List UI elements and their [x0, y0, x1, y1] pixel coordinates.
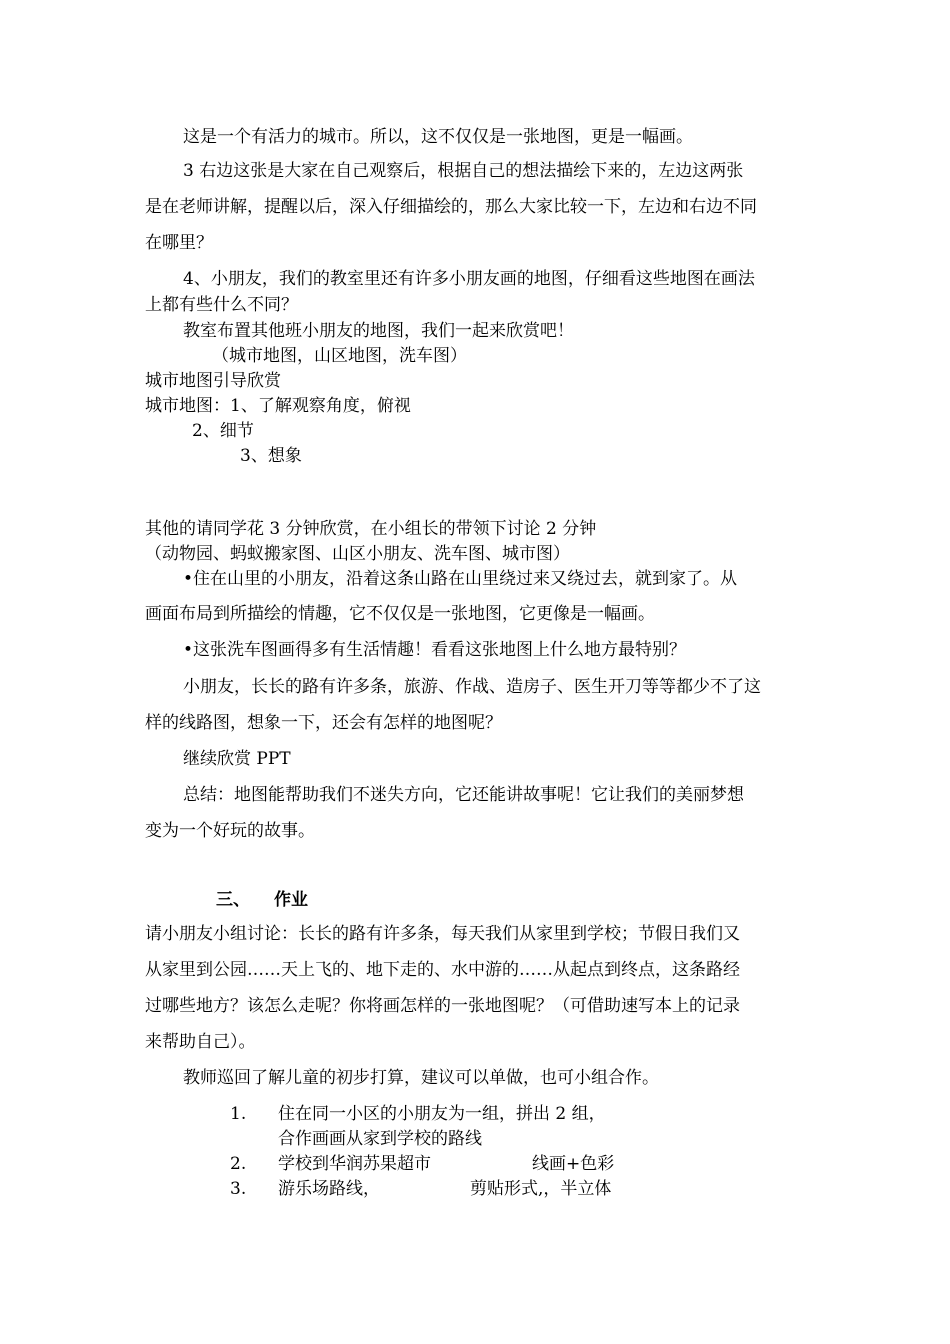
paragraph-line: 样的线路图，想象一下，还会有怎样的地图呢？: [145, 713, 502, 733]
bullet-line: •住在山里的小朋友，沿着这条山路在山里绕过来又绕过去，就到家了。从: [183, 569, 738, 589]
paragraph-line: 变为一个好玩的故事。: [145, 821, 315, 841]
paragraph-line: 上都有些什么不同？: [145, 295, 298, 315]
paragraph-line: 总结：地图能帮助我们不迷失方向，它还能讲故事呢！它让我们的美丽梦想: [183, 785, 744, 805]
list-item-text: 学校到华润苏果超市: [278, 1154, 431, 1174]
paragraph-line: 3 右边这张是大家在自己观察后，根据自己的想法描绘下来的，左边这两张: [183, 161, 744, 181]
paragraph-line: 过哪些地方？该怎么走呢？你将画怎样的一张地图呢？（可借助速写本上的记录: [145, 996, 740, 1016]
paragraph-line: 教师巡回了解儿童的初步打算，建议可以单做，也可小组合作。: [183, 1068, 659, 1088]
list-item-number: 3.: [230, 1179, 247, 1199]
paragraph-line: 4、小朋友，我们的教室里还有许多小朋友画的地图，仔细看这些地图在画法: [183, 269, 755, 289]
paragraph-line: 2、细节: [192, 421, 254, 441]
paragraph-line: 继续欣赏 PPT: [183, 749, 291, 769]
list-item-note: 线画+色彩: [532, 1154, 615, 1174]
paragraph-line: 教室布置其他班小朋友的地图，我们一起来欣赏吧！: [183, 321, 574, 341]
paragraph-line: （城市地图，山区地图，洗车图）: [212, 346, 467, 366]
paragraph-line: 城市地图引导欣赏: [145, 371, 281, 391]
paragraph-line: 画面布局到所描绘的情趣，它不仅仅是一张地图，它更像是一幅画。: [145, 604, 655, 624]
list-item-number: 1.: [230, 1104, 247, 1124]
list-item-text: 游乐场路线，: [278, 1179, 380, 1199]
paragraph-line: 3、想象: [240, 446, 302, 466]
paragraph-line: 在哪里？: [145, 233, 213, 253]
paragraph-line: 其他的请同学花 3 分钟欣赏，在小组长的带领下讨论 2 分钟: [145, 519, 597, 539]
paragraph-line: 是在老师讲解，提醒以后，深入仔细描绘的，那么大家比较一下，左边和右边不同: [145, 197, 757, 217]
paragraph-line: 小朋友，长长的路有许多条，旅游、作战、造房子、医生开刀等等都少不了这: [183, 677, 761, 697]
paragraph-line: 从家里到公园……天上飞的、地下走的、水中游的……从起点到终点，这条路经: [145, 960, 740, 980]
section-heading: 作业: [274, 890, 308, 910]
paragraph-line: （动物园、蚂蚁搬家图、山区小朋友、洗车图、城市图）: [145, 544, 570, 564]
list-item-text: 合作画画从家到学校的路线: [278, 1129, 482, 1149]
list-item-note: 剪贴形式,，半立体: [470, 1179, 612, 1199]
list-item-text: 住在同一小区的小朋友为一组，拼出 2 组，: [278, 1104, 606, 1124]
paragraph-line: 城市地图：1、了解观察角度，俯视: [145, 396, 411, 416]
bullet-line: •这张洗车图画得多有生活情趣！看看这张地图上什么地方最特别？: [183, 640, 687, 660]
paragraph-line: 这是一个有活力的城市。所以，这不仅仅是一张地图，更是一幅画。: [183, 127, 693, 147]
paragraph-line: 来帮助自己）。: [145, 1032, 256, 1052]
list-item-number: 2.: [230, 1154, 247, 1174]
paragraph-line: 请小朋友小组讨论：长长的路有许多条，每天我们从家里到学校；节假日我们又: [145, 924, 740, 944]
section-number: 三、: [216, 890, 250, 910]
